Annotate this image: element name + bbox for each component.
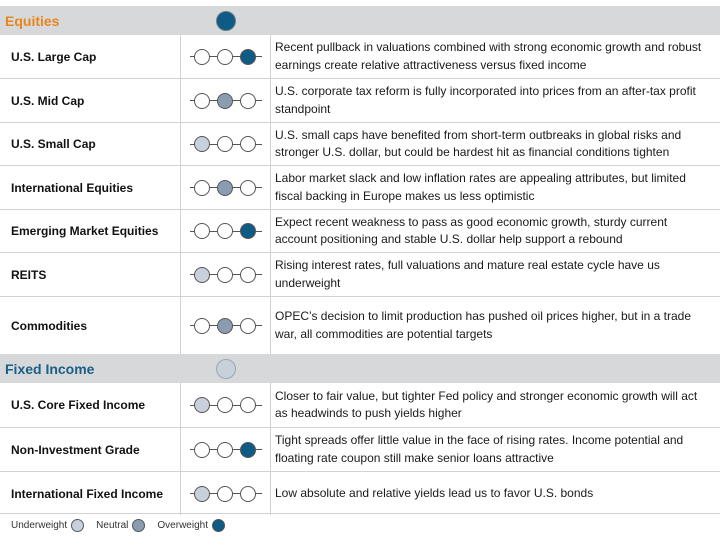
table-row xyxy=(0,427,720,471)
rating-scale xyxy=(190,396,262,414)
table-bottom-rule xyxy=(0,513,720,514)
table-row xyxy=(0,296,720,354)
legend-neutral-icon xyxy=(132,519,145,532)
column-divider xyxy=(180,79,181,122)
column-divider xyxy=(270,472,271,515)
rating-overweight-icon xyxy=(240,180,256,196)
asset-class-description: Rising interest rates, full valuations and mature real estate cycle have us underweight xyxy=(275,258,660,290)
table-row xyxy=(0,35,720,78)
asset-class-name: U.S. Core Fixed Income xyxy=(11,398,146,412)
rating-neutral-icon xyxy=(217,223,233,239)
rating-underweight-icon xyxy=(194,223,210,239)
section-overall-rating-icon xyxy=(216,359,236,379)
column-divider xyxy=(270,383,271,427)
legend xyxy=(11,516,237,534)
rating-scale xyxy=(190,222,262,240)
column-divider xyxy=(180,35,181,78)
asset-class-description: OPEC’s decision to limit production has pushed oil prices higher, but in a trade war, all commodities are potential targets xyxy=(275,309,692,341)
rating-overweight-icon xyxy=(240,223,256,239)
rating-scale xyxy=(190,317,262,335)
table-row xyxy=(0,252,720,296)
rating-underweight-icon xyxy=(194,442,210,458)
asset-class-description: Low absolute and relative yields lead us to favor U.S. bonds xyxy=(275,485,594,500)
asset-class-description: U.S. small caps have benefited from short-term outbreaks in global risks and stronger U.S. dollar, but could be hardest hit as financial conditions tighten xyxy=(275,127,682,159)
rating-underweight-icon xyxy=(194,267,210,283)
rating-underweight-icon xyxy=(194,93,210,109)
rating-neutral-icon xyxy=(217,49,233,65)
table-row xyxy=(0,209,720,252)
rating-underweight-icon xyxy=(194,318,210,334)
rating-neutral-icon xyxy=(217,180,233,196)
rating-overweight-icon xyxy=(240,136,256,152)
legend-item xyxy=(157,519,225,532)
rating-scale xyxy=(190,441,262,459)
column-divider xyxy=(180,383,181,427)
asset-class-name: Emerging Market Equities xyxy=(11,224,159,238)
rating-overweight-icon xyxy=(240,49,256,65)
legend-underweight-icon xyxy=(71,519,84,532)
legend-item xyxy=(11,519,84,532)
rating-neutral-icon xyxy=(217,136,233,152)
column-divider xyxy=(270,297,271,354)
asset-class-description: Expect recent weakness to pass as good economic growth, sturdy current account positioning and stable U.S. dollar help support a rebound xyxy=(275,214,668,246)
asset-class-name: U.S. Large Cap xyxy=(11,49,97,64)
column-divider xyxy=(180,123,181,165)
column-divider xyxy=(180,472,181,515)
column-divider xyxy=(270,123,271,165)
asset-class-name: Commodities xyxy=(11,318,88,333)
rating-underweight-icon xyxy=(194,136,210,152)
table-row xyxy=(0,471,720,515)
rating-scale xyxy=(190,135,262,153)
table-row xyxy=(0,78,720,122)
asset-class-name: REITS xyxy=(11,267,47,282)
asset-class-description: Closer to fair value, but tighter Fed policy and stronger economic growth will act as headwinds to push yields higher xyxy=(275,388,698,420)
column-divider xyxy=(270,79,271,122)
rating-underweight-icon xyxy=(194,180,210,196)
section-header xyxy=(0,6,720,35)
rating-overweight-icon xyxy=(240,442,256,458)
rating-scale xyxy=(190,92,262,110)
table-row xyxy=(0,383,720,427)
column-divider xyxy=(180,428,181,471)
section-title: Equities xyxy=(5,12,60,29)
rating-neutral-icon xyxy=(217,486,233,502)
legend-label: Underweight xyxy=(11,519,68,531)
asset-class-name: U.S. Mid Cap xyxy=(11,93,85,108)
rating-scale xyxy=(190,48,262,66)
rating-neutral-icon xyxy=(217,93,233,109)
asset-class-name: International Fixed Income xyxy=(11,486,164,501)
rating-scale xyxy=(190,485,262,503)
rating-underweight-icon xyxy=(194,49,210,65)
table-row xyxy=(0,165,720,209)
rating-overweight-icon xyxy=(240,486,256,502)
rating-overweight-icon xyxy=(240,267,256,283)
rating-scale xyxy=(190,266,262,284)
asset-class-name: International Equities xyxy=(11,180,134,195)
column-divider xyxy=(270,253,271,296)
asset-class-description: Labor market slack and low inflation rates are appealing attributes, but limited fiscal backing in Europe makes us less optimistic xyxy=(275,171,686,203)
column-divider xyxy=(180,253,181,296)
column-divider xyxy=(270,166,271,209)
table-row xyxy=(0,122,720,165)
legend-label: Neutral xyxy=(96,519,129,531)
asset-class-description: Tight spreads offer little value in the face of rising rates. Income potential and floating rate coupon still make senior loans attractive xyxy=(275,433,684,465)
legend-item xyxy=(96,519,145,532)
column-divider xyxy=(270,428,271,471)
rating-underweight-icon xyxy=(194,397,210,413)
column-divider xyxy=(270,35,271,78)
rating-neutral-icon xyxy=(217,442,233,458)
section-title: Fixed Income xyxy=(5,360,95,377)
legend-label: Overweight xyxy=(157,519,208,531)
rating-neutral-icon xyxy=(217,318,233,334)
asset-class-description: Recent pullback in valuations combined with strong economic growth and robust earnings create relative attractiveness versus fixed income xyxy=(275,40,702,72)
section-header xyxy=(0,354,720,383)
column-divider xyxy=(180,166,181,209)
column-divider xyxy=(270,210,271,252)
rating-neutral-icon xyxy=(217,397,233,413)
asset-class-description: U.S. corporate tax reform is fully incorporated into prices from an after-tax profit standpoint xyxy=(275,84,696,116)
asset-class-name: Non-Investment Grade xyxy=(11,442,140,457)
rating-overweight-icon xyxy=(240,397,256,413)
section-overall-rating-icon xyxy=(216,11,236,31)
legend-overweight-icon xyxy=(212,519,225,532)
rating-neutral-icon xyxy=(217,267,233,283)
rating-overweight-icon xyxy=(240,93,256,109)
rating-scale xyxy=(190,179,262,197)
rating-underweight-icon xyxy=(194,486,210,502)
column-divider xyxy=(180,210,181,252)
rating-overweight-icon xyxy=(240,318,256,334)
asset-class-name: U.S. Small Cap xyxy=(11,137,96,151)
column-divider xyxy=(180,297,181,354)
